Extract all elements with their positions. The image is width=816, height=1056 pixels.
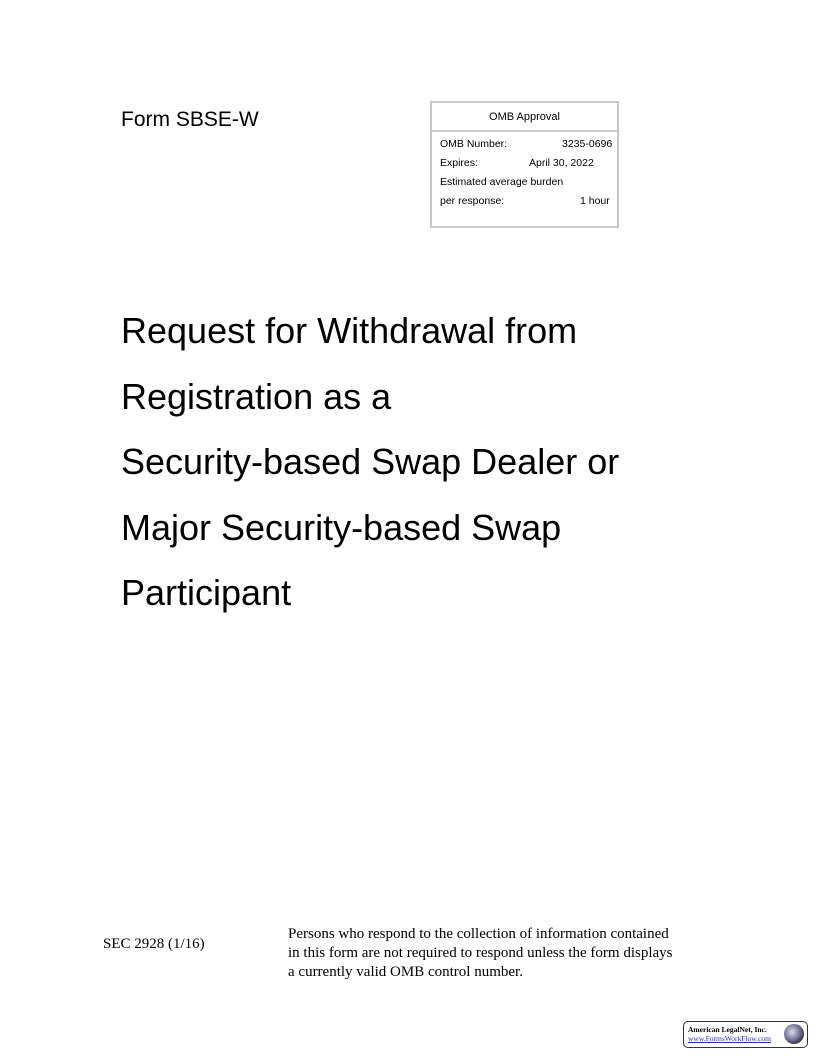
burden-label: Estimated average burden — [440, 176, 564, 188]
omb-notice — [288, 925, 718, 982]
title-line: Request for Withdrawal from — [121, 310, 578, 351]
form-name: Form SBSE-W — [121, 108, 259, 131]
form-title — [121, 298, 619, 626]
expires-date: April 30, 2022 — [529, 157, 594, 169]
omb-header: OMB Approval — [432, 103, 617, 132]
per-response-value: 1 hour — [580, 195, 610, 207]
title-line: Major Security-based Swap — [121, 506, 562, 548]
logo-company: American LegalNet, Inc. — [688, 1025, 767, 1034]
logo-url-link[interactable]: www.FormsWorkFlow.com — [688, 1034, 772, 1043]
legalnet-logo[interactable] — [683, 1021, 808, 1048]
title-line: Registration as a — [121, 375, 392, 417]
omb-approval-box — [430, 101, 619, 228]
title-line: Participant — [121, 572, 292, 613]
title-line: Security-based Swap Dealer or — [121, 441, 620, 482]
globe-icon — [784, 1024, 804, 1044]
expires-label: Expires: — [440, 157, 478, 169]
notice-line: in this form are not required to respond unless the form displays — [288, 945, 673, 961]
notice-line: a currently valid OMB control number. — [288, 964, 523, 980]
omb-number-label: OMB Number: — [440, 138, 508, 150]
omb-number: 3235-0696 — [562, 138, 613, 150]
sec-code: SEC 2928 (1/16) — [103, 936, 205, 952]
per-response-label: per response: — [440, 195, 505, 207]
notice-line: Persons who respond to the collection of information contained — [288, 926, 669, 942]
